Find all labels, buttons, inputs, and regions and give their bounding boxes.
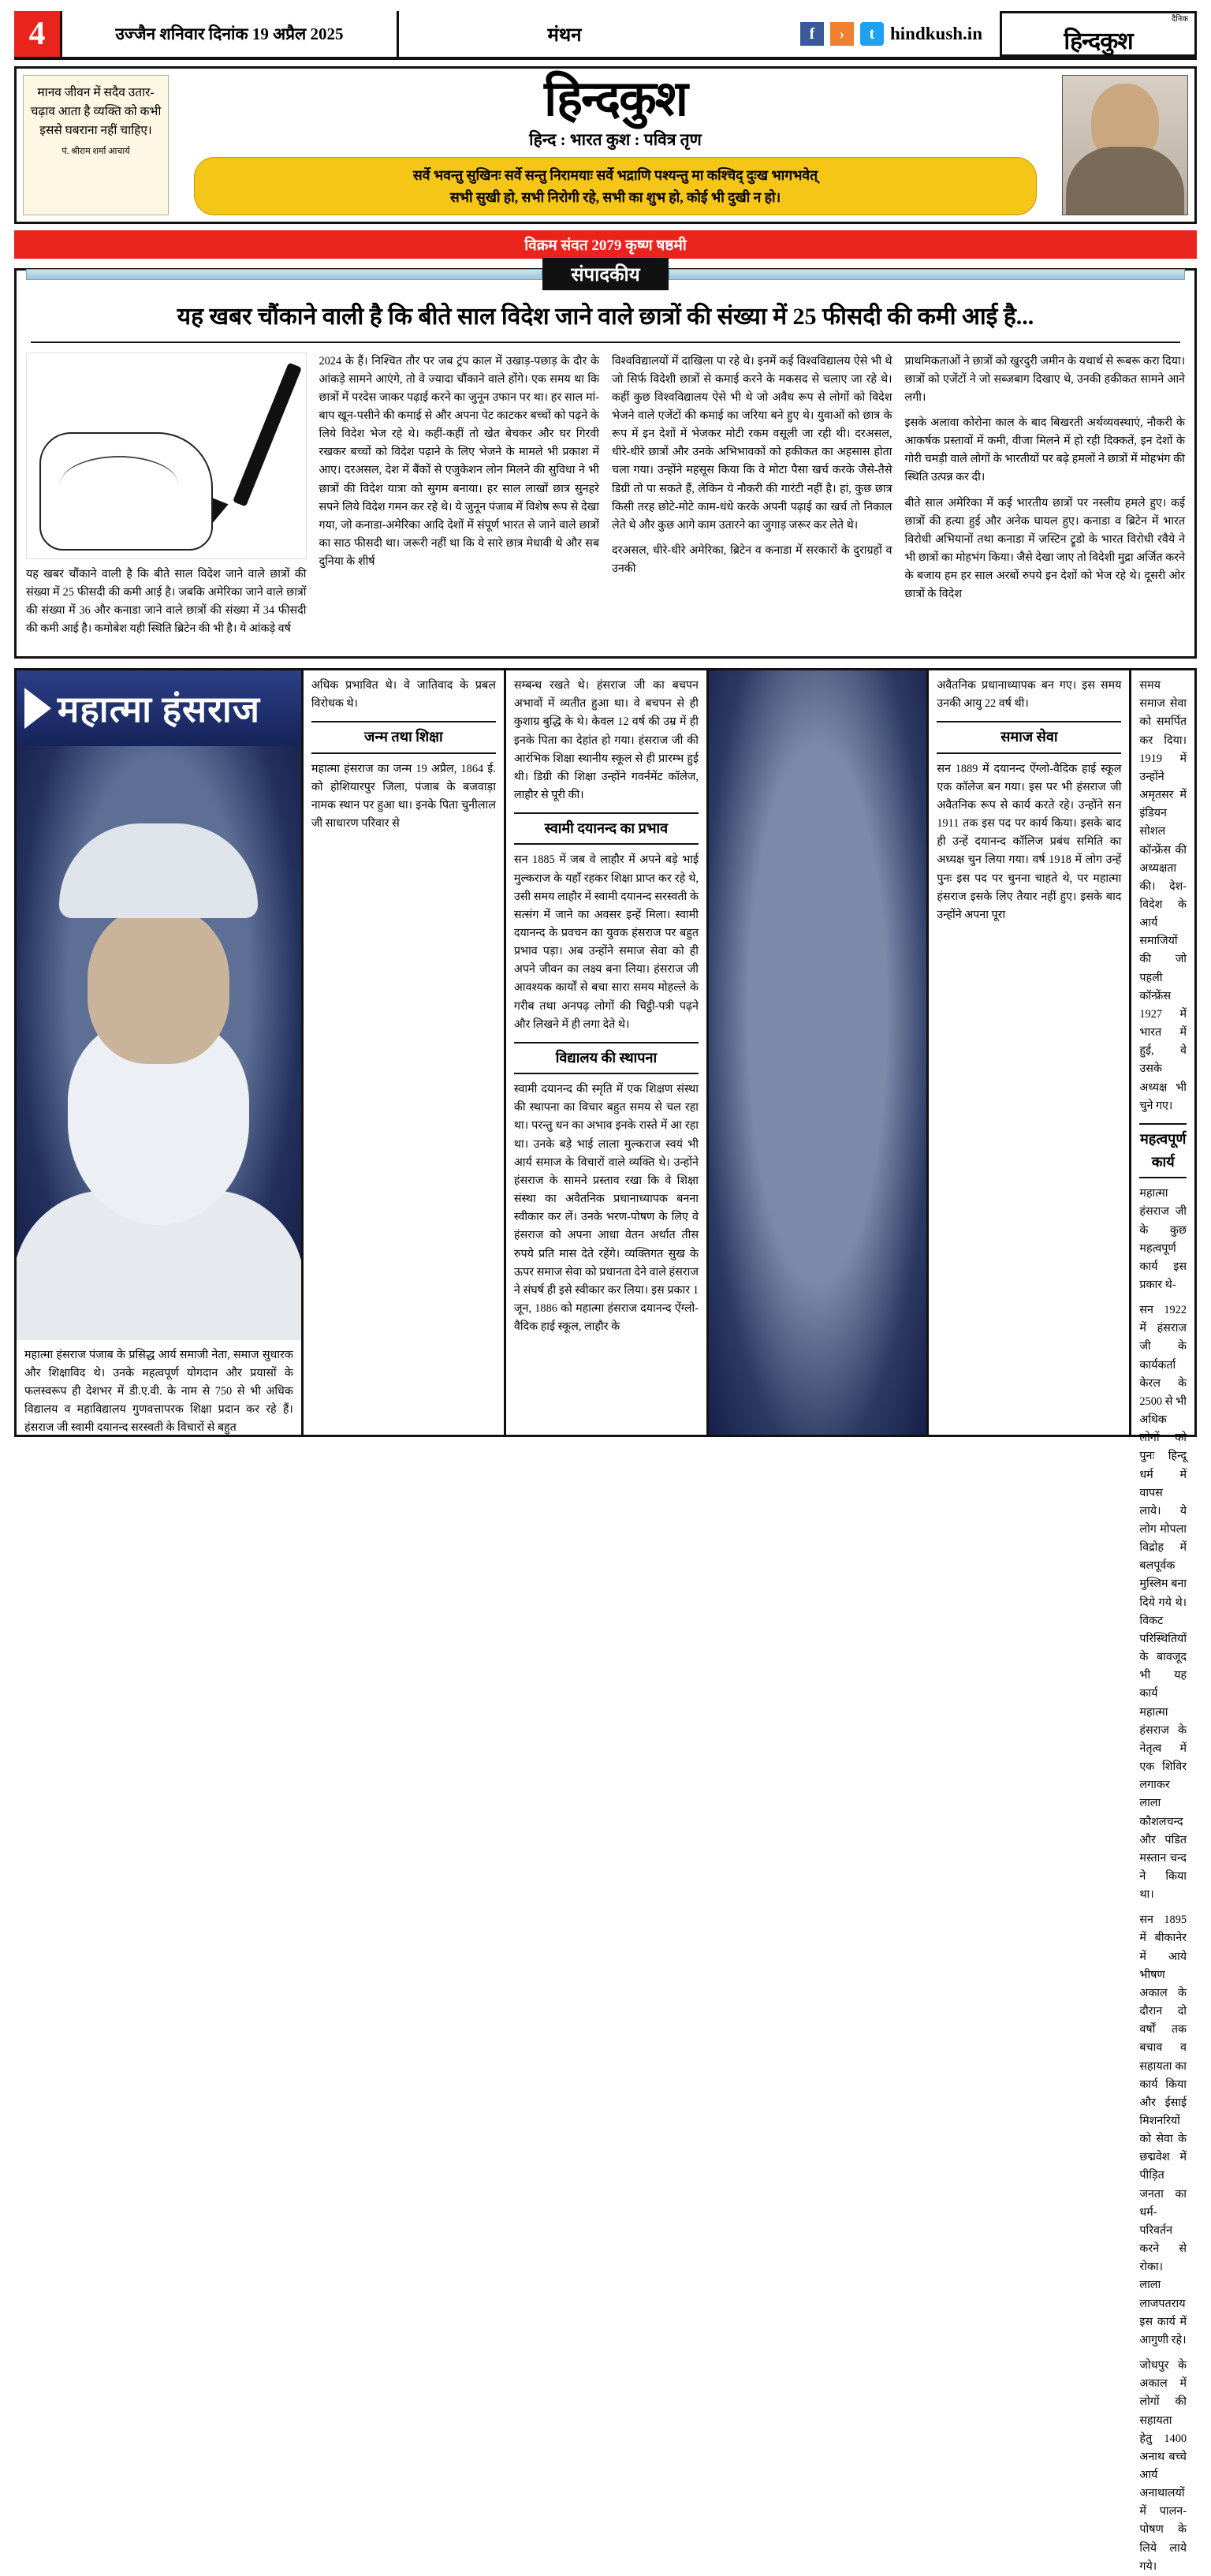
vikram-samvat-bar: विक्रम संवत 2079 कृष्ण षष्ठमी [14,230,1197,259]
subhead-social-service: समाज सेवा [937,721,1121,753]
photo-turban [59,823,258,918]
masthead-block [14,66,1197,224]
photo-face [88,906,229,1064]
editorial-column-2 [319,353,600,646]
top-masthead-logo [1000,11,1197,57]
top-strip [14,11,1197,60]
quote-author: पं. श्रीराम शर्मा आचार्य [61,147,130,157]
paper-tagline: हिन्द : भारत कुश : पवित्र तृण [529,130,702,149]
founder-portrait [1062,75,1188,215]
twitter-icon[interactable]: t [860,22,884,46]
editorial-columns [26,353,1185,646]
feature-paragraph: महात्मा हंसराज का जन्म 19 अप्रैल, 1864 ई. को होशियारपुर जिला, पंजाब के बजवाड़ा नामक स्थान पर हुआ था। इनके पिता चुनीलाल जी साधारण परिवार से [311,762,496,831]
pen-icon [233,362,302,506]
editorial-rule-left [26,269,542,280]
hansraj-photo-primary [17,746,301,1340]
photo-caption: महात्मा हंसराज पंजाब के प्रसिद्ध आर्य समाजी नेता, समाज सुधारक और शिक्षाविद थे। उनके महत्वपूर्ण योगदान और प्रयासों के फलस्वरूप ही देशभर में डी.ए.वी. के नाम से 750 से भी अधिक विद्यालय व महाविद्यालय गुणवत्तापरक शिक्षा प्रदान कर रहे हैं। हंसराज जी स्वामी दयानन्द सरस्वती के विचारों से बहुत [17,1340,301,1435]
editorial-column-3 [612,353,892,646]
editorial-rule-right [669,269,1185,280]
editorial-paragraph: विश्वविद्यालयों में दाखिला पा रहे थे। इनमें कई विश्वविद्यालय ऐसे भी थे जो सिर्फ विदेशी छात्रों से कमाई करने के मकसद से चलाए जा रहे थे। कहीं कुछ विश्वविद्यालय ऐसे भी थे जो अवैध रूप से लोगों को विदेश भेजने वाले एजेंटों की कमाई का जरिया बने हुए थे। युवाओं को छात्र के रूप में इन देशों में भेजकर मोटी रकम वसूली जा रही थी। दरअसल, धीरे-धीरे छात्रों और उनके अभिभावकों को हकीकत का अहसास होता चला गया। उन्होंने महसूस किया कि वे मोटा पैसा खर्च करके जैसे-तैसे डिग्री तो पा सकते हैं, लेकिन ये नौकरी की गारंटी नहीं है। हां, कुछ छात्र किसी तरह छोटे-मोटे काम-धंधे करके अपनी पढ़ाई का खर्च तो निकाल लेते थे और कुछ आगे काम उतारने का जुगाड़ जरूर कर लेते थे। [612,354,892,532]
editorial-section [14,265,1197,659]
paper-logo: हिन्दकुश [544,73,687,126]
feature-banner [17,670,301,746]
editorial-headline: यह खबर चौंकाने वाली है कि बीते साल विदेश जाने वाले छात्रों की संख्या में 25 फीसदी की कमी आई है... [31,301,1180,343]
editorial-column-4 [905,353,1186,646]
subhead-dayanand-influence: स्वामी दयानन्द का प्रभाव [514,812,699,845]
section-title: मंथन [547,24,582,46]
feature-paragraph: सन 1889 में दयानन्द ऐंग्लो-वैदिक हाई स्कूल एक कॉलेज बन गया। इस पर भी हंसराज जी अवैतनिक रूप से कार्य करते रहे। उन्होंने सन 1911 तक इस पद पर कार्य किया। इसके बाद ही उन्हें दयानन्द कॉलिज प्रबंध समिति का अध्यक्ष चुन लिया गया। वर्ष 1918 में लोग उन्हें पुनः इस पद पर चुनना चाहते थे, पर महात्मा हंसराज इसके लिए तैयार नहीं हुए। इसके बाद उन्होंने अपना पूरा [937,762,1122,921]
feature-title: महात्मा हंसराज [57,689,260,730]
editorial-paragraph: प्राथमिकताओं ने छात्रों को खुरदुरी जमीन के यथार्थ से रूबरू करा दिया। छात्रों को एजेंटों ने जो सब्जबाग दिखाए थे, उनकी हकीकत सामने आने लगी। [904,354,1185,404]
feature-column-c [506,670,709,1435]
masthead-center [177,75,1054,215]
editorial-column-1 [26,353,307,646]
editorial-paragraph: यह खबर चौंकाने वाली है कि बीते साल विदेश जाने वाले छात्रों की संख्या में 25 फीसदी की कमी आई है। जबकि अमेरिका जाने वाले छात्रों की संख्या में 36 और कनाडा जाने वाले छात्रों की संख्या में 34 फीसदी की कमी आई है। कमोबेश यही स्थिति ब्रिटेन की भी है। ये आंकड़े वर्ष [26,567,307,635]
subhead-birth-education: जन्म तथा शिक्षा [311,721,496,753]
hand-illustration [39,432,213,551]
dateline: उज्जैन शनिवार दिनांक 19 अप्रैल 2025 [60,11,399,57]
masthead-big-label: हिन्दकुश [1064,28,1133,54]
shlok-line-1: सर्वे भवन्तु सुखिनः सर्वे सन्तु निरामयाः सर्वे भद्राणि पश्यन्तु मा कश्चिद् दुःख भागभवेत् [412,167,818,183]
feature-column-e [1131,670,1194,2573]
portrait-body [1066,147,1184,215]
feature-paragraph: अधिक प्रभावित थे। वे जातिवाद के प्रबल विरोधक थे। [311,679,496,711]
subhead-important-work: महत्वपूर्ण कार्य [1139,1123,1187,1178]
website-url[interactable]: hindkush.in [889,24,982,43]
shlok-line-2: सभी सुखी हो, सभी निरोगी रहे, सभी का शुभ हो, कोई भी दुखी न हो। [449,189,781,205]
social-links [730,11,990,57]
editorial-header [26,258,1185,290]
daily-quote-box [23,75,169,215]
feature-paragraph: अवैतनिक प्रधानाध्यापक बन गए। इस समय उनकी आयु 22 वर्ष थी। [937,679,1122,711]
feature-paragraph: सम्बन्ध रखते थे। हंसराज जी का बचपन अभावों में व्यतीत हुआ था। वे बचपन से ही कुशाग्र बुद्धि के थे। केवल 12 वर्ष की उम्र में ही इनके पिता का देहांत हो गया। हंसराज जी की आरंभिक शिक्षा स्थानीय स्कूल से ही प्रारम्भ हुई थी। डिग्री की शिक्षा उन्होंने गवर्नमेंट कॉलेज, लाहौर से पूरी की। [513,679,699,802]
feature-paragraph: महात्मा हंसराज जी के कुछ महत्वपूर्ण कार्य इस प्रकार थे- [1139,1187,1187,1291]
pen-illustration [26,353,307,559]
facebook-icon[interactable]: f [800,22,824,46]
quote-text: मानव जीवन में सदैव उतार-चढ़ाव आता है व्यक्ति को कभी इससे घबराना नहीं चाहिए। [30,86,162,138]
shlok-banner [194,157,1036,215]
feature-paragraph: सन 1895 में बीकानेर में आये भीषण अकाल के दौरान दो वर्षों तक बचाव व सहायता का कार्य किया और ईसाई मिशनरियों को सेवा के छद्मवेश में पीड़ित जनता का धर्म-परिवर्तन करने से रोका। लाला लाजपतराय इस कार्य में आगुणी रहे। [1139,1913,1187,2346]
arrow-icon [24,688,51,729]
editorial-paragraph: इसके अलावा कोरोना काल के बाद बिखरती अर्थव्यवस्थाएं, नौकरी के आकर्षक प्रस्तावों में कमी, वीजा मिलने में हो रही दिक्कतें, इन देशों के गोरी चमड़ी वाले लोगों के भारतीयों पर बढ़े हमलों ने छात्रों में मोहभंग की स्थिति उत्पन्न कर दी। [904,416,1185,484]
rss-icon[interactable]: › [830,22,854,46]
feature-paragraph: समय समाज सेवा को समर्पित कर दिया। 1919 में उन्होंने अमृतसर में इंडियन सोशल कॉन्फ्रेंस की अध्यक्षता की। देश-विदेश के आर्य समाजियों की जो पहली कॉन्फ्रेंस 1927 में भारत में हुई, वे उसके अध्यक्ष भी चुने गए। [1139,679,1187,1112]
feature-photo-column [17,670,304,1435]
page-number: 4 [14,11,60,57]
subhead-school-founding: विद्यालय की स्थापना [514,1042,699,1074]
feature-paragraph: सन 1922 में हंसराज जी के कार्यकर्ता केरल के 2500 से भी अधिक लोगों को पुनः हिन्दू धर्म में वापस लाये। ये लोग मोपला विद्रोह में बलपूर्वक मुस्लिम बना दिये गये थे। विकट परिस्थितियों के बावजूद भी यह कार्य महात्मा हंसराज के नेतृत्व में एक शिविर लगाकर लाला कौशलचन्द और पंडित मस्तान चन्द ने किया था। [1139,1304,1187,1902]
feature-column-b [304,670,506,1435]
feature-column-d [929,670,1131,1435]
editorial-paragraph: 2024 के हैं। निश्चित तौर पर जब ट्रंप काल में उखाड़-पछाड़ के दौर के आंकड़े सामने आएंगे, तो वे ज्यादा चौंकाने वाले होंगे। एक समय था कि छात्रों में परदेस जाकर पढ़ाई करने का जुनून उफान पर था। हर साल मां-बाप खून-पसीने की कमाई से और अपना पेट काटकर बच्चों को पढ़ने के लिये विदेश भेज रहे थे। कहीं-कहीं तो खेत बेचकर और घर गिरवी रखकर बच्चों को विदेश पढ़ाने के लिए भेजने के मामले भी प्रकाश में आए। दरअसल, देश में बैंकों से एजुकेशन लोन मिलने की सुविधा ने भी छात्रों की विदेश यात्रा को सुगम बनाया। हर साल लाखों छात्र सुनहरे सपने लिये विदेश गमन कर रहे थे। ये जुनून पंजाब में विशेष रूप से देखा गया, जो कनाडा-अमेरिका आदि देशों में संपूर्ण भारत से जाने वाले छात्रों का साठ फीसदी था। जरूरी नहीं था कि ये सारे छात्र मेधावी थे और सब दुनिया के शीर्ष [319,354,599,569]
editorial-paragraph: दरअसल, धीरे-धीरे अमेरिका, ब्रिटेन व कनाडा में सरकारों के दुराग्रहों व उनकी [612,544,892,576]
feature-article [14,668,1197,2573]
feature-paragraph: स्वामी दयानन्द की स्मृति में एक शिक्षण संस्था की स्थापना का विचार बहुत समय से चल रहा था। परन्तु धन का अभाव इनके रास्ते में आ रहा था। उनके बड़े भाई लाला मुल्कराज स्वयं भी आर्य समाज के विचारों वाले व्यक्ति थे। उन्होंने हंसराज के सामने प्रस्ताव रखा कि वे शिक्षा संस्था का अवैतनिक प्रधानाध्यापक बनना स्वीकार कर लें। उनके भरण-पोषण के लिए वे हंसराज को अपना आधा वेतन अर्थात तीस रुपये प्रति मास देते रहेंगे। व्यक्तिगत सुख के ऊपर समाज सेवा को प्रधानता देने वाले हंसराज ने संघर्ष ही इसे स्वीकार कर लिया। इस प्रकार 1 जून, 1886 को महात्मा हंसराज दयानन्द ऐंग्लो-वैदिक हाई स्कूल, लाहौर के [513,1083,699,1334]
editorial-label: संपादकीय [542,258,668,290]
masthead-small-label: दैनिक [1171,14,1188,24]
hansraj-photo-secondary [709,670,929,1435]
feature-paragraph: जोधपुर के अकाल में लोगों की सहायता हेतु 1400 अनाथ बच्चे आर्य अनाथालयों में पालन-पोषण के लिये लाये गये। [1139,2359,1187,2573]
feature-paragraph: सन 1885 में जब वे लाहौर में अपने बड़े भाई मुल्कराज के यहाँ रहकर शिक्षा प्राप्त कर रहे थे, उसी समय लाहौर में स्वामी दयानन्द सरस्वती के सत्संग में जाने का अवसर इन्हें मिला। स्वामी दयानन्द के प्रवचन का युवक हंसराज पर बहुत प्रभाव पड़ा। अब उन्होंने समाज सेवा को ही अपने जीवन का लक्ष्य बना लिया। हंसराज जी आवश्यक कार्यों से बचा सारा समय मोहल्ले के गरीब तथा अनपढ़ लोगों की चिट्ठी-पत्री पढ़ने और लिखने में ही लगा देते थे। [513,853,699,1031]
editorial-paragraph: बीते साल अमेरिका में कई भारतीय छात्रों पर नस्लीय हमले हुए। कई छात्रों की हत्या हुई और अनेक घायल हुए। कनाडा व ब्रिटेन में भारत विरोधी अभियानों तथा कनाडा में जस्टिन ट्रूडो के भारत विरोधी रवैये ने भी छात्रों का मोहभंग किया। जैसे देखा जाए तो विदेशी मुद्रा अर्जित करने के बजाय हम हर साल अरबों रुपये इन देशों को भेज रहे थे। दूसरी ओर छात्रों के विदेश [904,496,1185,601]
